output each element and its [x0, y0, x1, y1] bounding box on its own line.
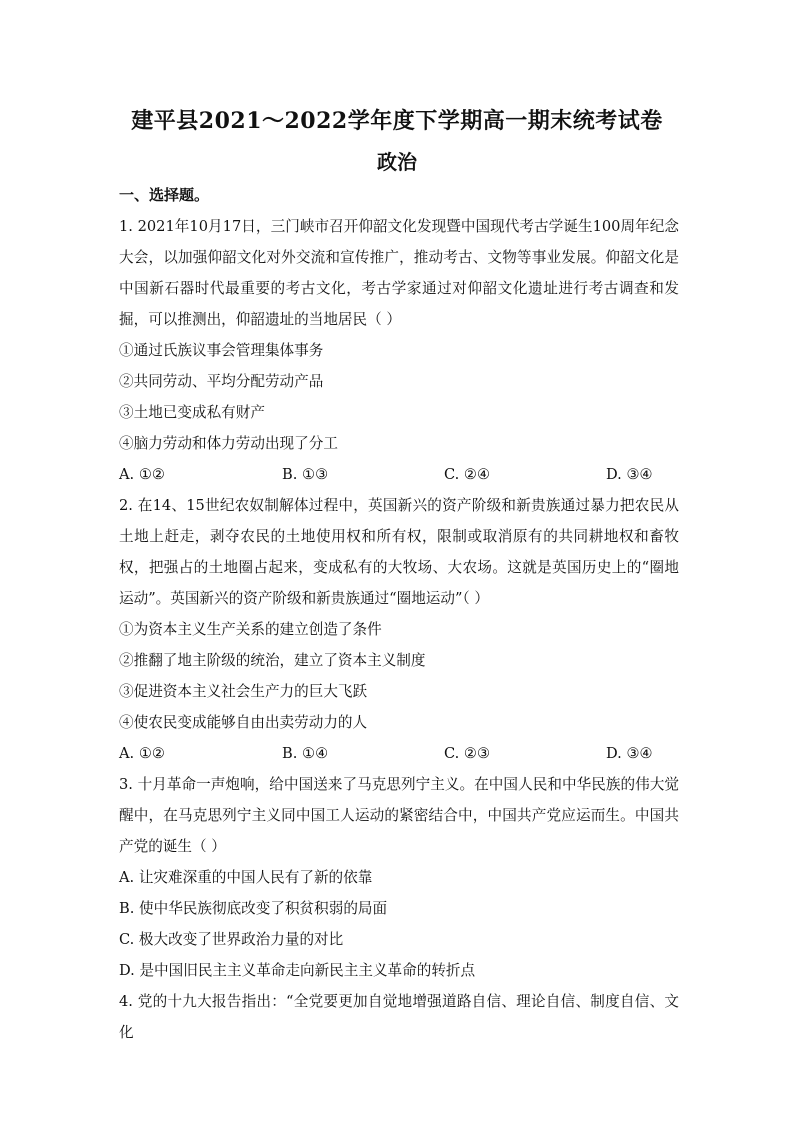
choice-d: D. ③④ [606, 466, 653, 483]
question-3-option-b: B. 使中华民族彻底改变了积贫积弱的局面 [119, 900, 388, 917]
question-3-stem: 3. 十月革命一声炮响，给中国送来了马克思列宁主义。在中国人民和中华民族的伟大觉醒中，在马克思列宁主义同中国工人运动的紧密结合中，中国共产党应运而生。中国共产党的诞生（ ） [119, 776, 679, 855]
questions [119, 211, 679, 1048]
question-1-item-2: ②共同劳动、平均分配劳动产品 [119, 373, 324, 390]
choice-a: A. ①② [119, 745, 165, 762]
choice-a: A. ①② [119, 466, 165, 483]
question-3-option-c: C. 极大改变了世界政治力量的对比 [119, 931, 344, 948]
exam-subject: 政治 [377, 150, 417, 174]
question-3-option-d: D. 是中国旧民主主义革命走向新民主主义革命的转折点 [119, 962, 476, 979]
question-2-stem: 2. 在14、15世纪农奴制解体过程中，英国新兴的资产阶级和新贵族通过暴力把农民从土地上赶走，剥夺农民的土地使用权和所有权，限制或取消原有的共同耕地权和畜牧权，把强占的土地圈占起来，变成私有的大牧场、大农场。这就是英国历史上的“圈地运动”。英国新兴的资产阶级和新贵族通过“圈地运动”（ ） [119, 497, 679, 607]
question-1-choices [119, 459, 679, 490]
question-1-item-4: ④脑力劳动和体力劳动出现了分工 [119, 435, 338, 452]
choice-d: D. ③④ [606, 745, 653, 762]
question-2-choices [119, 738, 679, 769]
question-4-stem: 4. 党的十九大报告指出：“全党要更加自觉地增强道路自信、理论自信、制度自信、文化 [119, 993, 679, 1041]
exam-title: 建平县2021～2022学年度下学期高一期末统考试卷 [131, 108, 663, 134]
question-1-stem: 1. 2021年10月17日，三门峡市召开仰韶文化发现暨中国现代考古学诞生100周年纪念大会，以加强仰韶文化对外交流和宣传推广，推动考古、文物等事业发展。仰韶文化是中国新石器时代最重要的考古文化，考古学家通过对仰韶文化遗址进行考古调查和发掘，可以推测出，仰韶遗址的当地居民（ ） [119, 218, 679, 328]
question-1-item-3: ③土地已变成私有财产 [119, 404, 265, 421]
question-3-option-a: A. 让灾难深重的中国人民有了新的依靠 [119, 869, 373, 886]
choice-c: C. ②③ [444, 745, 491, 762]
question-1-item-1: ①通过氏族议事会管理集体事务 [119, 342, 324, 359]
question-2-item-4: ④使农民变成能够自由出卖劳动力的人 [119, 714, 368, 731]
choice-b: B. ①④ [282, 745, 329, 762]
section-heading: 一、选择题。 [119, 186, 210, 204]
choice-b: B. ①③ [282, 466, 329, 483]
question-2-item-3: ③促进资本主义社会生产力的巨大飞跃 [119, 683, 368, 700]
question-2-item-2: ②推翻了地主阶级的统治，建立了资本主义制度 [119, 652, 426, 669]
question-2-item-1: ①为资本主义生产关系的建立创造了条件 [119, 621, 382, 638]
choice-c: C. ②④ [444, 466, 491, 483]
